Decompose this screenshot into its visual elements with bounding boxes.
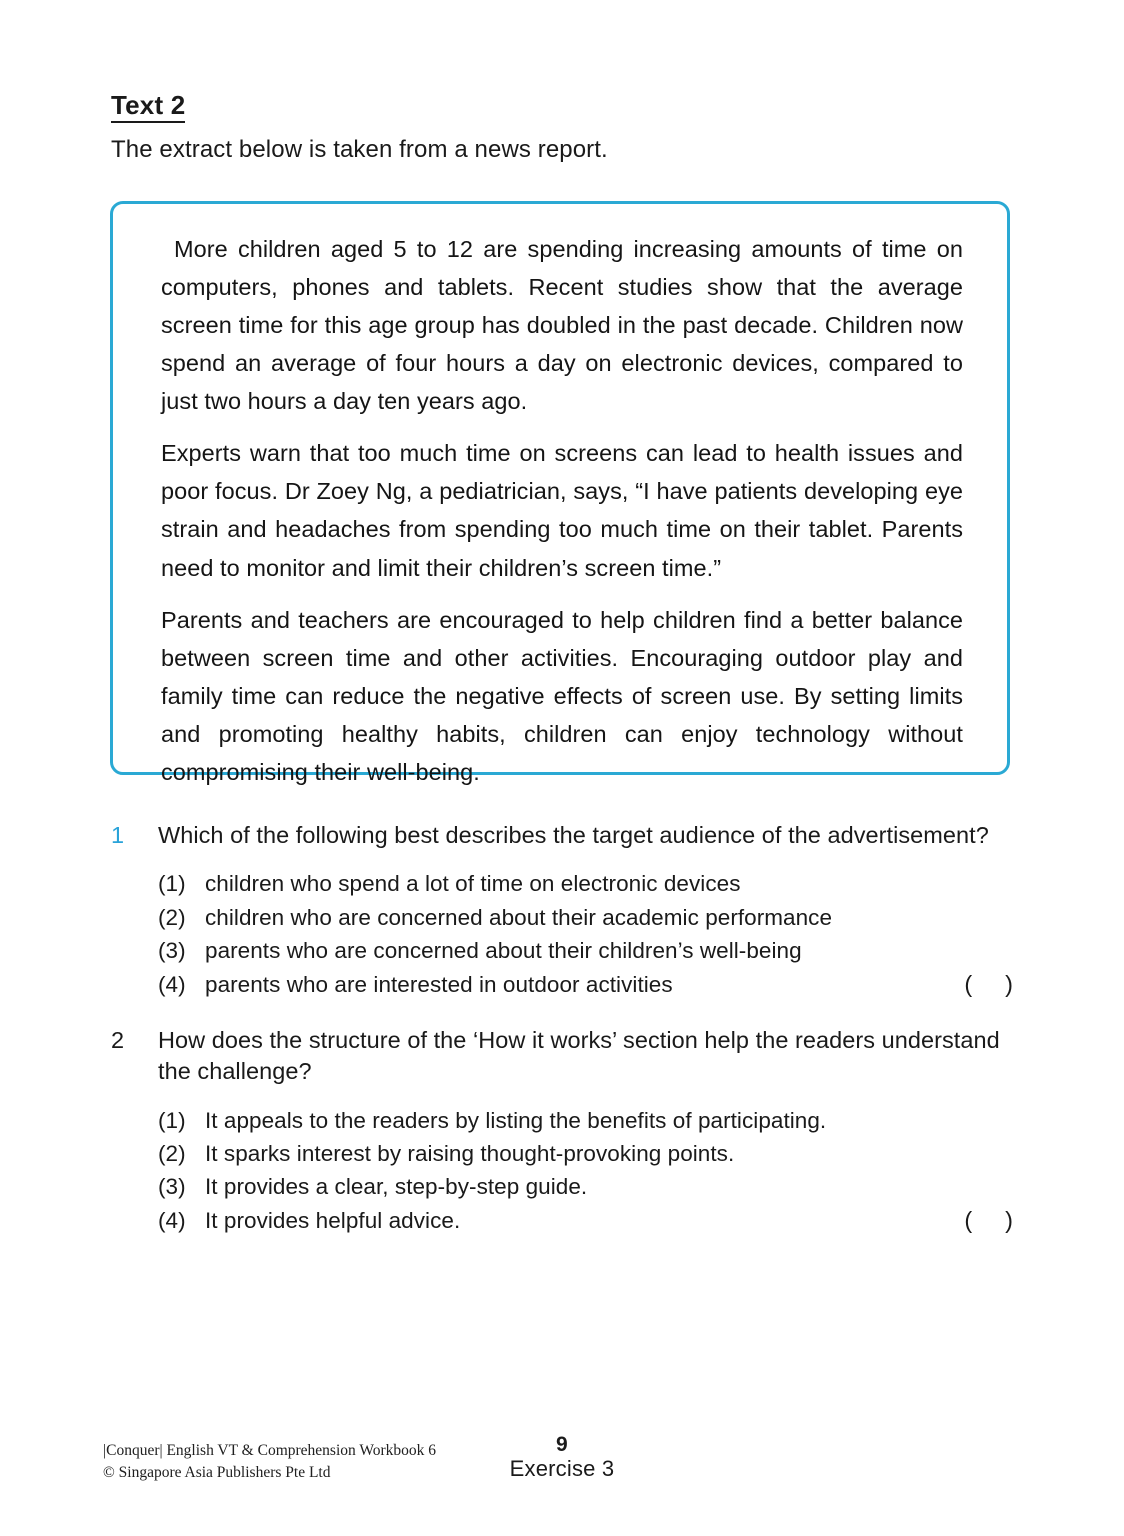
option-label: (4) [158, 972, 186, 998]
option-label: (2) [158, 1140, 186, 1166]
question-1-options [111, 867, 1021, 1002]
page-number: 9 [556, 1433, 568, 1456]
option-text: It sparks interest by raising thought-provoking points. [205, 1140, 735, 1166]
option-row[interactable] [158, 1170, 1021, 1203]
option-row[interactable] [158, 1104, 1021, 1137]
bracket-close: ) [1005, 971, 1013, 998]
option-row[interactable] [158, 1203, 1021, 1238]
question-2-options [111, 1104, 1021, 1239]
option-label: (4) [158, 1208, 186, 1234]
option-row[interactable] [158, 1137, 1021, 1170]
option-label: (2) [158, 904, 186, 930]
extract-paragraph-1: More children aged 5 to 12 are spending increasing amounts of time on computers, phones and tablets. Recent studies show that the average screen time for this age group has doubled in the past decade. Children now spend an average of four hours a day on electronic devices, compared to just two hours a day ten years ago. [161, 236, 963, 415]
option-label: (3) [158, 937, 186, 963]
question-1-number: 1 [111, 822, 125, 848]
footer-copyright-line: © Singapore Asia Publishers Pte Ltd [103, 1464, 331, 1481]
bracket-open: ( [964, 971, 973, 998]
footer-page-info [0, 1433, 1124, 1482]
intro-text: The extract below is taken from a news report. [111, 136, 608, 163]
bracket-close: ) [1005, 1207, 1013, 1234]
option-text: parents who are concerned about their children’s well-being [205, 937, 802, 963]
extract-box [110, 201, 1010, 785]
option-text: It appeals to the readers by listing the benefits of participating. [205, 1107, 827, 1133]
page-footer [0, 1433, 1124, 1510]
page-title: Text 2 [111, 92, 185, 123]
option-label: (1) [158, 1107, 186, 1133]
extract-paragraph-3: Parents and teachers are encouraged to help children find a better balance between screen time and other activities. Encouraging outdoor play and family time can reduce the negative effects of screen use. By setting limits and promoting healthy habits, children can enjoy technology without compromising their well-being. [161, 606, 963, 785]
option-label: (1) [158, 871, 186, 897]
option-text: children who spend a lot of time on electronic devices [205, 871, 741, 897]
question-1-stem [111, 820, 1021, 851]
question-2-text: How does the structure of the ‘How it works’ section help the readers understand the challenge? [158, 1027, 1000, 1085]
exercise-label: Exercise 3 [509, 1456, 615, 1482]
option-row[interactable] [158, 867, 1021, 900]
bracket-open: ( [964, 1207, 973, 1234]
option-label: (3) [158, 1174, 186, 1200]
option-row[interactable] [158, 934, 1021, 967]
option-text: It provides helpful advice. [205, 1208, 461, 1234]
question-2-stem [111, 1025, 1021, 1088]
answer-bracket[interactable] [964, 967, 1021, 1002]
option-row[interactable] [158, 967, 1021, 1002]
footer-title-line: |Conquer| English VT & Comprehension Workbook 6 [103, 1442, 437, 1459]
option-text: children who are concerned about their academic performance [205, 904, 833, 930]
option-row[interactable] [158, 901, 1021, 934]
answer-bracket[interactable] [964, 1203, 1021, 1238]
question-block-1 [111, 820, 1021, 1002]
extract-content [113, 204, 1007, 811]
question-block-2 [111, 1025, 1021, 1238]
extract-paragraph-2: Experts warn that too much time on screens can lead to health issues and poor focus. Dr Zoey Ng, a pediatrician, says, “I have patients developing eye strain and headaches from spending too much time on their tablet. Parents need to monitor and limit their children’s screen time.” [161, 440, 963, 581]
question-2-number: 2 [111, 1027, 125, 1053]
question-1-text: Which of the following best describes the target audience of the advertisement? [158, 822, 989, 848]
option-text: parents who are interested in outdoor activities [205, 972, 673, 998]
option-text: It provides a clear, step-by-step guide. [205, 1174, 588, 1200]
